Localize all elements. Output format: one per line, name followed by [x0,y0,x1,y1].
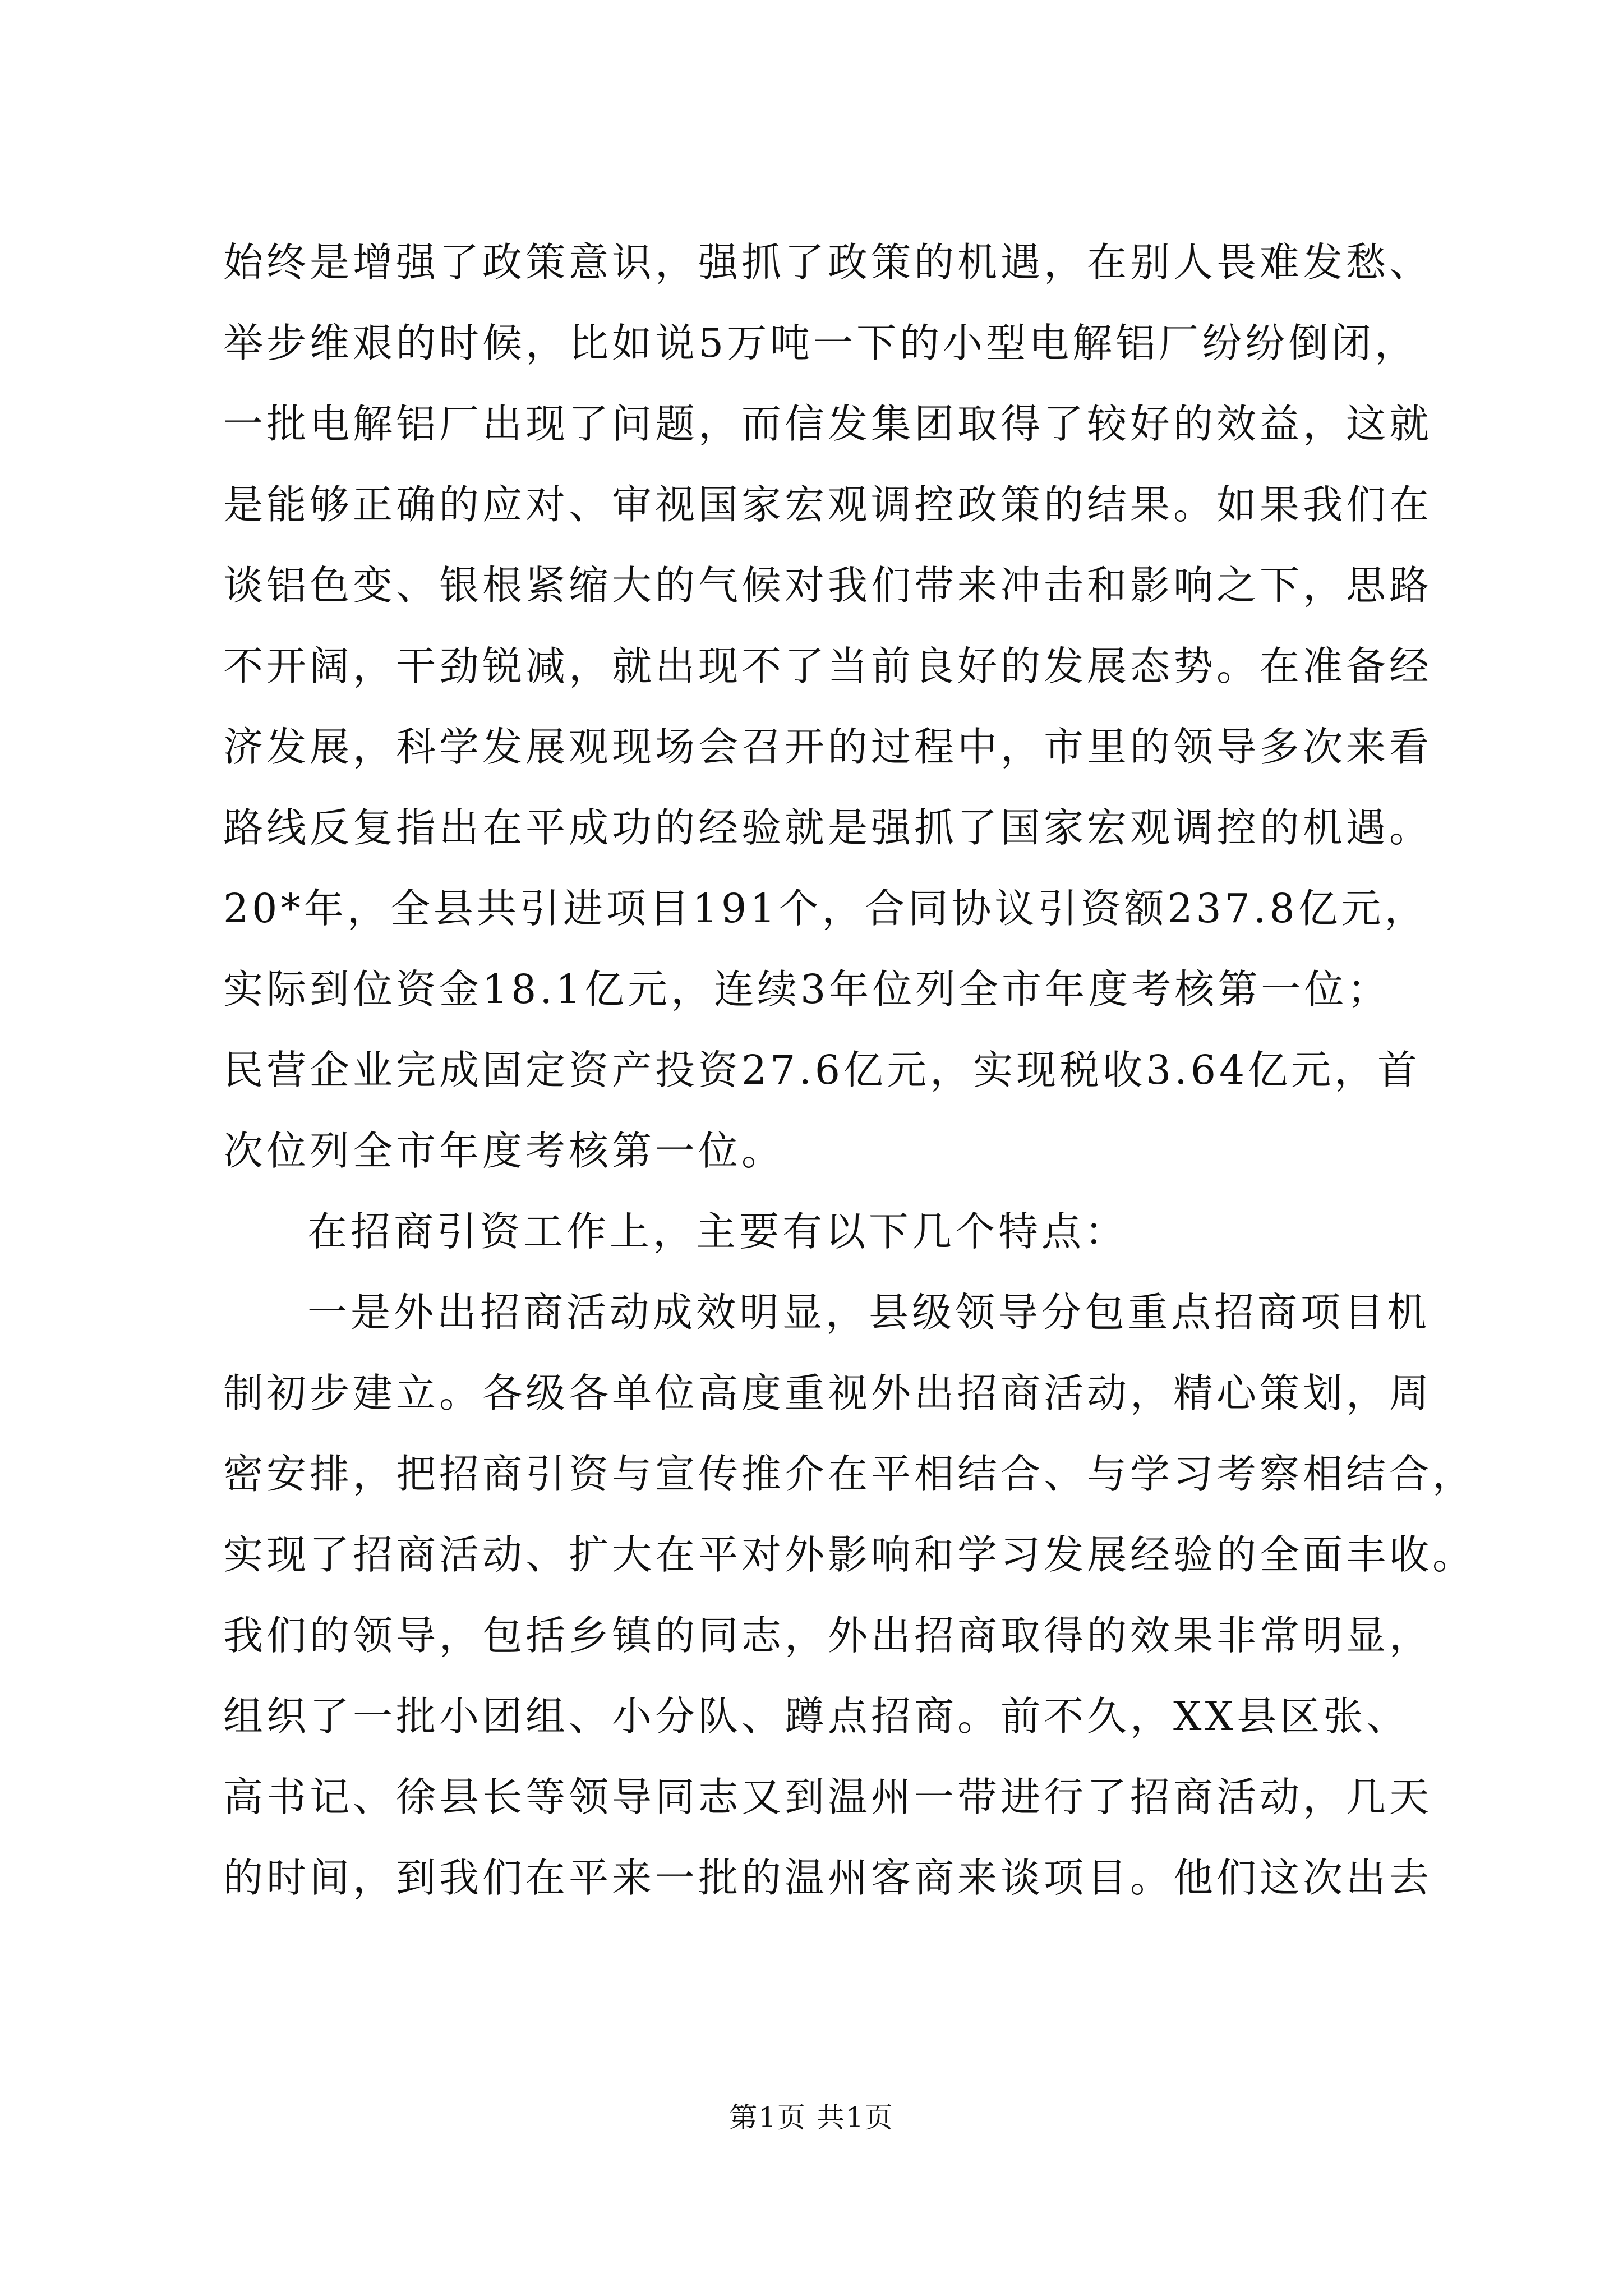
text-line: 路线反复指出在平成功的经验就是强抓了国家宏观调控的机遇。 [223,804,1433,851]
page-number-footer: 第1页 共1页 [729,2101,894,2134]
paragraph-heading: 在招商引资工作上，主要有以下几个特点： [307,1208,1128,1255]
text-line: 不开阔，干劲锐减，就出现不了当前良好的发展态势。在准备经 [223,643,1433,689]
text-line: 谈铝色变、银根紧缩大的气候对我们带来冲击和影响之下，思路 [223,562,1433,609]
text-line: 密安排，把招商引资与宣传推介在平相结合、与学习考察相结合， [223,1451,1476,1497]
text-line: 实现了招商活动、扩大在平对外影响和学习发展经验的全面丰收。 [223,1531,1476,1578]
text-line: 举步维艰的时候，比如说5万吨一下的小型电解铝厂纷纷倒闭， [223,320,1418,366]
text-line: 济发展，科学发展观现场会召开的过程中，市里的领导多次来看 [223,724,1433,770]
text-line: 一批电解铝厂出现了问题，而信发集团取得了较好的效益，这就 [223,401,1433,447]
text-line: 次位列全市年度考核第一位。 [223,1128,785,1174]
text-line: 实际到位资金18.1亿元，连续3年位列全市年度考核第一位； [223,966,1391,1013]
text-line: 20*年，全县共引进项目191个，合同协议引资额237.8亿元， [223,885,1428,932]
text-line: 民营企业完成固定资产投资27.6亿元，实现税收3.64亿元，首 [223,1047,1421,1093]
text-line: 始终是增强了政策意识，强抓了政策的机遇，在别人畏难发愁、 [223,239,1433,286]
text-line: 是能够正确的应对、审视国家宏观调控政策的结果。如果我们在 [223,481,1433,528]
text-line: 一是外出招商活动成效明显，县级领导分包重点招商项目机 [307,1289,1431,1336]
text-line: 我们的领导，包括乡镇的同志，外出招商取得的效果非常明显， [223,1612,1433,1659]
text-line: 高书记、徐县长等领导同志又到温州一带进行了招商活动，几天 [223,1774,1433,1820]
text-line: 组织了一批小团组、小分队、蹲点招商。前不久，XX县区张、 [223,1693,1410,1740]
text-line: 的时间，到我们在平来一批的温州客商来谈项目。他们这次出去 [223,1855,1433,1901]
text-line: 制初步建立。各级各单位高度重视外出招商活动，精心策划，周 [223,1370,1433,1416]
